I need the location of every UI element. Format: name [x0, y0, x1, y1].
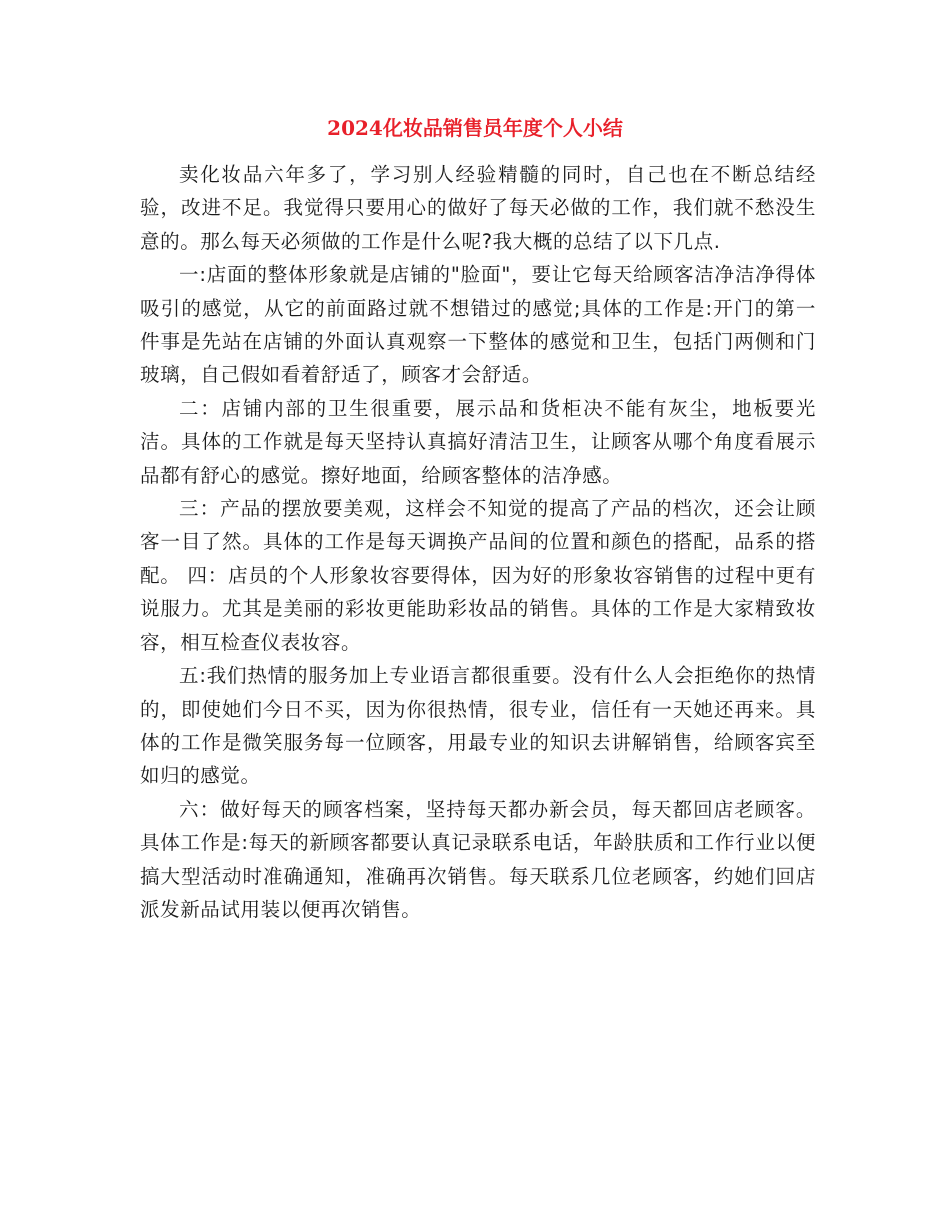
- paragraph-point-6: 六：做好每天的顾客档案，坚持每天都办新会员，每天都回店老顾客。具体工作是:每天的新顾客都要认真记录联系电话，年龄肤质和工作行业以便搞大型活动时准确通知，准确再次销售。每天联系几位老顾客，约她们回店派发新品试用装以便再次销售。: [140, 797, 816, 921]
- paragraph-point-3-4: 三：产品的摆放要美观，这样会不知觉的提高了产品的档次，还会让顾客一目了然。具体的工作是每天调换产品间的位置和颜色的搭配，品系的搭配。 四：店员的个人形象妆容要得体，因为好的形象妆容销售的过程中更有说服力。尤其是美丽的彩妆更能助彩妆品的销售。具体的工作是大家精致妆容，相互检查仪表妆容。: [140, 497, 816, 654]
- paragraph-intro: 卖化妆品六年多了，学习别人经验精髓的同时，自己也在不断总结经验，改进不足。我觉得只要用心的做好了每天必做的工作，我们就不愁没生意的。那么每天必须做的工作是什么呢?我大概的总结了以下几点.: [140, 163, 816, 253]
- paragraph-point-1: 一:店面的整体形象就是店铺的"脸面"，要让它每天给顾客洁净洁净得体吸引的感觉，从它的前面路过就不想错过的感觉;具体的工作是:开门的第一件事是先站在店铺的外面认真观察一下整体的感觉和卫生，包括门两侧和门玻璃，自己假如看着舒适了，顾客才会舒适。: [140, 263, 816, 387]
- paragraph-point-2: 二：店铺内部的卫生很重要，展示品和货柜决不能有灰尘，地板要光洁。具体的工作就是每天坚持认真搞好清洁卫生，让顾客从哪个角度看展示品都有舒心的感觉。擦好地面，给顾客整体的洁净感。: [140, 396, 816, 487]
- paragraph-point-5: 五:我们热情的服务加上专业语言都很重要。没有什么人会拒绝你的热情的，即使她们今日不买，因为你很热情，很专业，信任有一天她还再来。具体的工作是微笑服务每一位顾客，用最专业的知识去讲解销售，给顾客宾至如归的感觉。: [140, 664, 816, 788]
- document-body: [140, 158, 816, 926]
- document-title: 2024化妆品销售员年度个人小结: [327, 116, 623, 140]
